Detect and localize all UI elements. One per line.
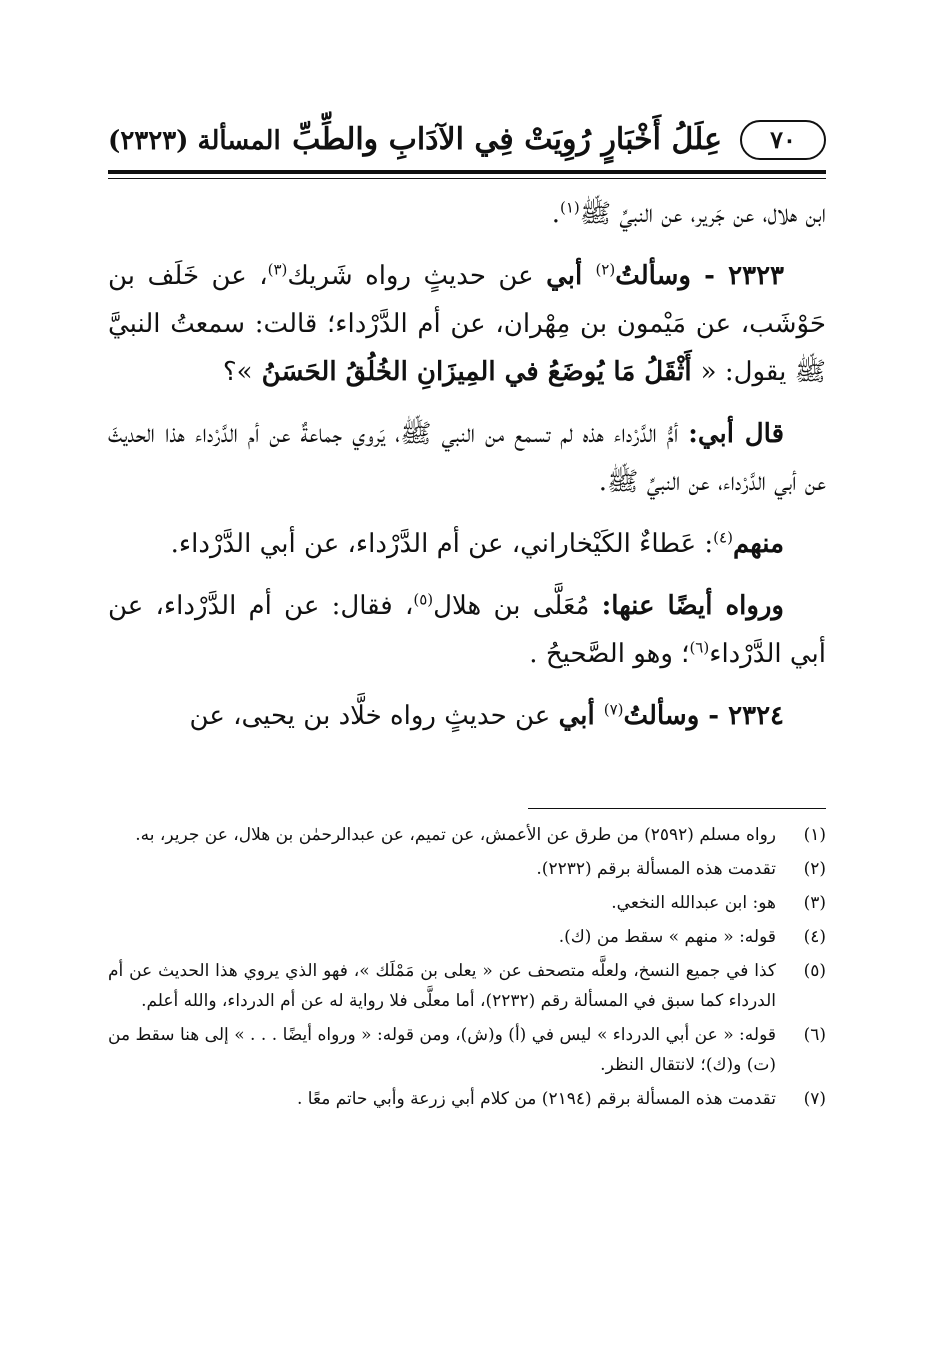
paragraph-text: : عَطاءٌ الكَيْخاراني، عن أم الدَّرْداء، عن أبي الدَّرْداء.	[170, 529, 714, 559]
running-title: عِلَلُ أَخْبَارٍ رُوِيَتْ فِي الآدَابِ والطِّبِّ	[292, 122, 722, 157]
paragraph-text: أمُّ الدَّرْداء هذه لم تسمع من النبي ﷺ، يَروي جماعةٌ عن أم الدَّرْداء هذا الحديثَ عن أبي الدَّرْداء، عن النبيِّ ﷺ.	[108, 419, 826, 497]
answer-paragraph	[108, 410, 826, 506]
speaker: قال أبي:	[688, 419, 785, 449]
page-number: ٧٠	[740, 120, 826, 160]
footnote-number: (٤)	[803, 927, 826, 947]
paragraph-continuation	[108, 190, 826, 238]
footnote-ref: (٦)	[689, 638, 710, 657]
issue-label: المسألة (٢٣٢٣)	[108, 126, 281, 156]
narrators-paragraph	[108, 520, 826, 568]
footnote-number: (٢)	[803, 859, 826, 879]
footnote-item	[108, 888, 826, 918]
paragraph-text: عن حديثٍ رواه شَريك	[287, 261, 547, 291]
footnote-number: (٣)	[803, 893, 826, 913]
issue-2323	[108, 252, 826, 396]
paragraph-text: ، فقال: عن أم الدَّرْداء، عن أبي الدَّرْداء	[108, 591, 826, 669]
footnote-ref: (٣)	[267, 260, 288, 279]
footnote-text: تقدمت هذه المسألة برقم (٢٢٣٢).	[536, 859, 776, 879]
paragraph-text: ، عن خَلَف بن حَوْشَب، عن مَيْمون بن مِهْران، عن أم الدَّرْداء؛ قالت: سمعتُ النبيَّ ﷺ يقول: «	[108, 261, 826, 387]
footnote-number: (٥)	[803, 961, 826, 981]
footnote-item	[108, 854, 826, 884]
footnote-text: كذا في جميع النسخ، ولعلَّه متصحف عن « يعلى بن مَمْلَك »، فهو الذي يروي هذا الحديث عن أم الدرداء كما سبق في المسألة رقم (٢٢٣٢)، أما معلَّى فلا رواية له عن أم الدرداء، والله أعلم.	[108, 961, 776, 1011]
hadith-text: أَثْقَلُ مَا يُوضَعُ في المِيزَانِ الخُلُقُ الحَسَنُ	[252, 357, 701, 387]
speaker: أبي	[558, 701, 604, 731]
footnote-item	[108, 956, 826, 1016]
paragraph-text: »؟	[222, 357, 253, 387]
main-text	[108, 190, 826, 754]
paragraph-text: .	[551, 199, 560, 229]
issue-2324	[108, 692, 826, 740]
speaker: أبي	[546, 261, 596, 291]
footnote-text: رواه مسلم (٢٥٩٢) من طرق عن الأعمش، عن تميم، عن عبدالرحمٰن بن هلال، عن جرير، به.	[135, 825, 776, 845]
footnote-ref: (٢)	[595, 260, 616, 279]
footnote-ref: (٥)	[413, 590, 434, 609]
footnote-text: تقدمت هذه المسألة برقم (٢١٩٤) من كلام أبي زرعة وأبي حاتم معًا .	[297, 1089, 776, 1109]
footnote-text: قوله: « عن أبي الدرداء » ليس في (أ) و(ش)، ومن قوله: « ورواه أيضًا . . . » إلى هنا سقط من (ت) و(ك)؛ لانتقال النظر.	[108, 1025, 776, 1075]
footnote-ref: (١)	[559, 198, 580, 217]
footnote-number: (١)	[803, 825, 826, 845]
paragraph-lead: ورواه أيضًا عنها:	[601, 591, 784, 621]
narration-paragraph	[108, 582, 826, 678]
footnote-item	[108, 820, 826, 850]
footnote-ref: (٤)	[713, 528, 733, 547]
footnote-item	[108, 1084, 826, 1114]
paragraph-lead: منهم	[732, 529, 784, 559]
footnote-item	[108, 922, 826, 952]
issue-number: ٢٣٢٣ - وسألتُ	[615, 261, 784, 291]
footnote-separator	[528, 808, 826, 809]
footnote-number: (٦)	[803, 1025, 826, 1045]
paragraph-text: مُعَلَّى بن هلال	[433, 591, 602, 621]
footnote-item	[108, 1020, 826, 1080]
footnote-number: (٧)	[803, 1089, 826, 1109]
footnote-ref: (٧)	[603, 700, 624, 719]
paragraph-text: ؛ وهو الصَّحيحُ .	[529, 639, 690, 669]
footnote-text: هو: ابن عبدالله النخعي.	[611, 893, 776, 913]
issue-number: ٢٣٢٤ - وسألتُ	[623, 701, 784, 731]
header-rule-thin	[108, 178, 826, 179]
paragraph-text: ابن هلال، عن جَرير، عن النبيِّ ﷺ	[579, 199, 826, 229]
footnotes	[108, 820, 826, 1118]
page-header	[108, 118, 826, 162]
paragraph-text: عن حديثٍ رواه خلَّاد بن يحيى، عن	[189, 701, 559, 731]
header-rule-thick	[108, 170, 826, 174]
footnote-text: قوله: « منهم » سقط من (ك).	[558, 927, 776, 947]
